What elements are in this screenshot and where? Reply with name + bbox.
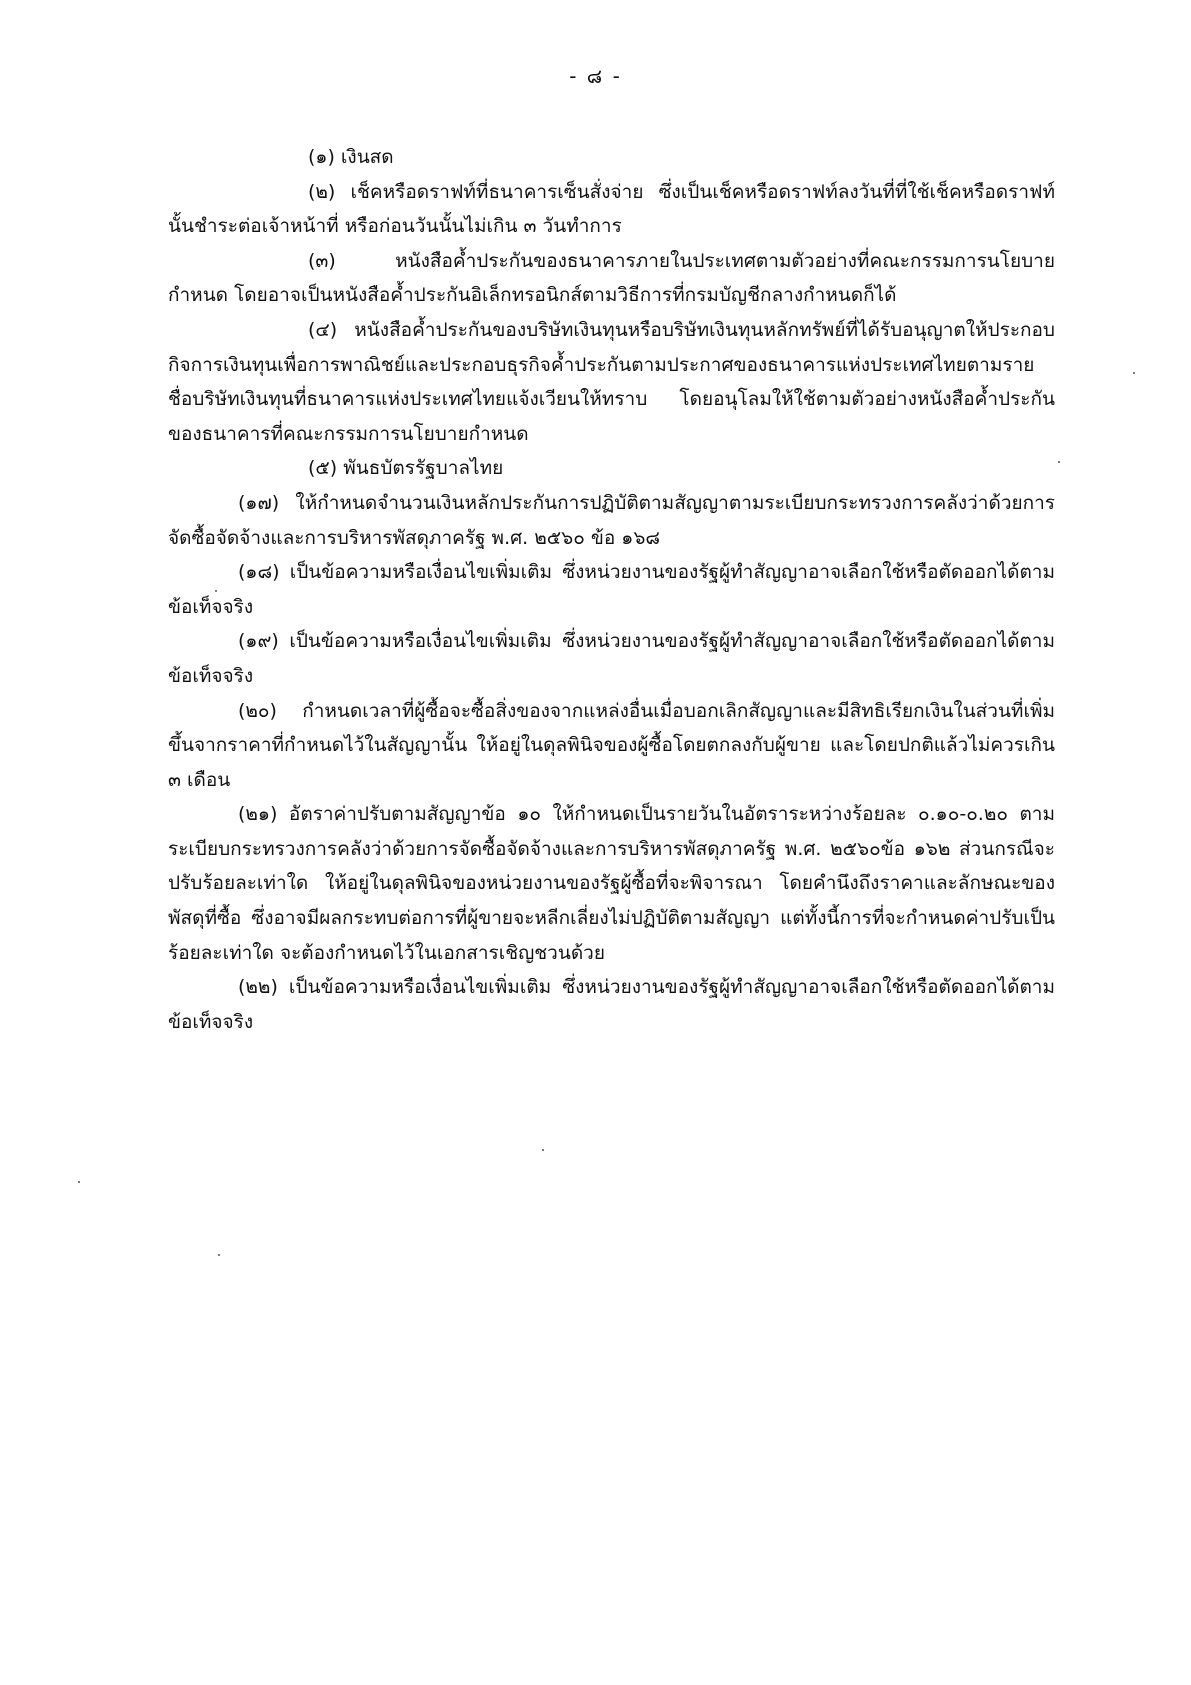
scan-speck [1058,461,1060,463]
paragraph-item-5: (๕) พันธบัตรรัฐบาลไทย [308,457,504,480]
page-number: - ๘ - [569,64,622,88]
paragraph-item-2: (๒) เช็คหรือดราฟท์ที่ธนาคารเซ็นสั่งจ่าย ซึ่งเป็นเช็คหรือดราฟท์ลงวันที่ที่ใช้เช็คหรือดราฟท์นั้นชำระต่อเจ้าหน้าที่ หรือก่อนวันนั้นไม่เกิน ๓ วันทำการ [168,180,1055,238]
scan-speck [1133,372,1135,374]
document-body [168,140,1055,1039]
scan-speck [78,1181,80,1183]
paragraph-item-3: (๓) หนังสือค้ำประกันของธนาคารภายในประเทศตามตัวอย่างที่คณะกรรมการนโยบายกำหนด โดยอาจเป็นหนังสือค้ำประกันอิเล็กทรอนิกส์ตามวิธีการที่กรมบัญชีกลางกำหนดก็ได้ [168,249,1055,307]
paragraph-note-22: (๒๒) เป็นข้อความหรือเงื่อนไขเพิ่มเติม ซึ่งหน่วยงานของรัฐผู้ทำสัญญาอาจเลือกใช้หรือตัดออกได้ตามข้อเท็จจริง [168,976,1055,1033]
paragraph-item-4: (๔) หนังสือค้ำประกันของบริษัทเงินทุนหรือบริษัทเงินทุนหลักทรัพย์ที่ได้รับอนุญาตให้ประกอบกิจการเงินทุนเพื่อการพาณิชย์และประกอบธุรกิจค้ำประกันตามประกาศของธนาคารแห่งประเทศไทยตามรายชื่อบริษัทเงินทุนที่ธนาคารแห่งประเทศไทยแจ้งเวียนให้ทราบ โดยอนุโลมให้ใช้ตามตัวอย่างหนังสือค้ำประกันของธนาคารที่คณะกรรมการนโยบายกำหนด [168,318,1055,445]
paragraph-note-18: (๑๘) เป็นข้อความหรือเงื่อนไขเพิ่มเติม ซึ่งหน่วยงานของรัฐผู้ทำสัญญาอาจเลือกใช้หรือตัดออกได้ตามข้อเท็จจริง [168,561,1055,618]
paragraph-note-19: (๑๙) เป็นข้อความหรือเงื่อนไขเพิ่มเติม ซึ่งหน่วยงานของรัฐผู้ทำสัญญาอาจเลือกใช้หรือตัดออกได้ตามข้อเท็จจริง [168,630,1055,687]
paragraph-note-20: (๒๐) กำหนดเวลาที่ผู้ซื้อจะซื้อสิ่งของจากแหล่งอื่นเมื่อบอกเลิกสัญญาและมีสิทธิเรียกเงินในส่วนที่เพิ่มขึ้นจากราคาที่กำหนดไว้ในสัญญานั้น ให้อยู่ในดุลพินิจของผู้ซื้อโดยตกลงกับผู้ขาย และโดยปกติแล้วไม่ควรเกิน ๓ เดือน [168,699,1055,791]
paragraph-item-1: (๑) เงินสด [308,146,394,168]
paragraph-note-21: (๒๑) อัตราค่าปรับตามสัญญาข้อ ๑๐ ให้กำหนดเป็นรายวันในอัตราระหว่างร้อยละ ๐.๑๐-๐.๒๐ ตามระเบียบกระทรวงการคลังว่าด้วยการจัดซื้อจัดจ้างและการบริหารพัสดุภาครัฐ พ.ศ. ๒๕๖๐ข้อ ๑๖๒ ส่วนกรณีจะปรับร้อยละเท่าใด ให้อยู่ในดุลพินิจของหน่วยงานของรัฐผู้ซื้อที่จะพิจารณา โดยคำนึงถึงราคาและลักษณะของพัสดุที่ซื้อ ซึ่งอาจมีผลกระทบต่อการที่ผู้ขายจะหลีกเลี่ยงไม่ปฏิบัติตามสัญญา แต่ทั้งนี้การที่จะกำหนดค่าปรับเป็นร้อยละเท่าใด จะต้องกำหนดไว้ในเอกสารเชิญชวนด้วย [168,803,1055,964]
scan-speck [542,1149,544,1151]
scan-speck [218,1254,220,1256]
scan-speck [215,590,217,592]
paragraph-note-17: (๑๗) ให้กำหนดจำนวนเงินหลักประกันการปฏิบัติตามสัญญาตามระเบียบกระทรวงการคลังว่าด้วยการจัดซื้อจัดจ้างและการบริหารพัสดุภาครัฐ พ.ศ. ๒๕๖๐ ข้อ ๑๖๘ [168,491,1055,549]
